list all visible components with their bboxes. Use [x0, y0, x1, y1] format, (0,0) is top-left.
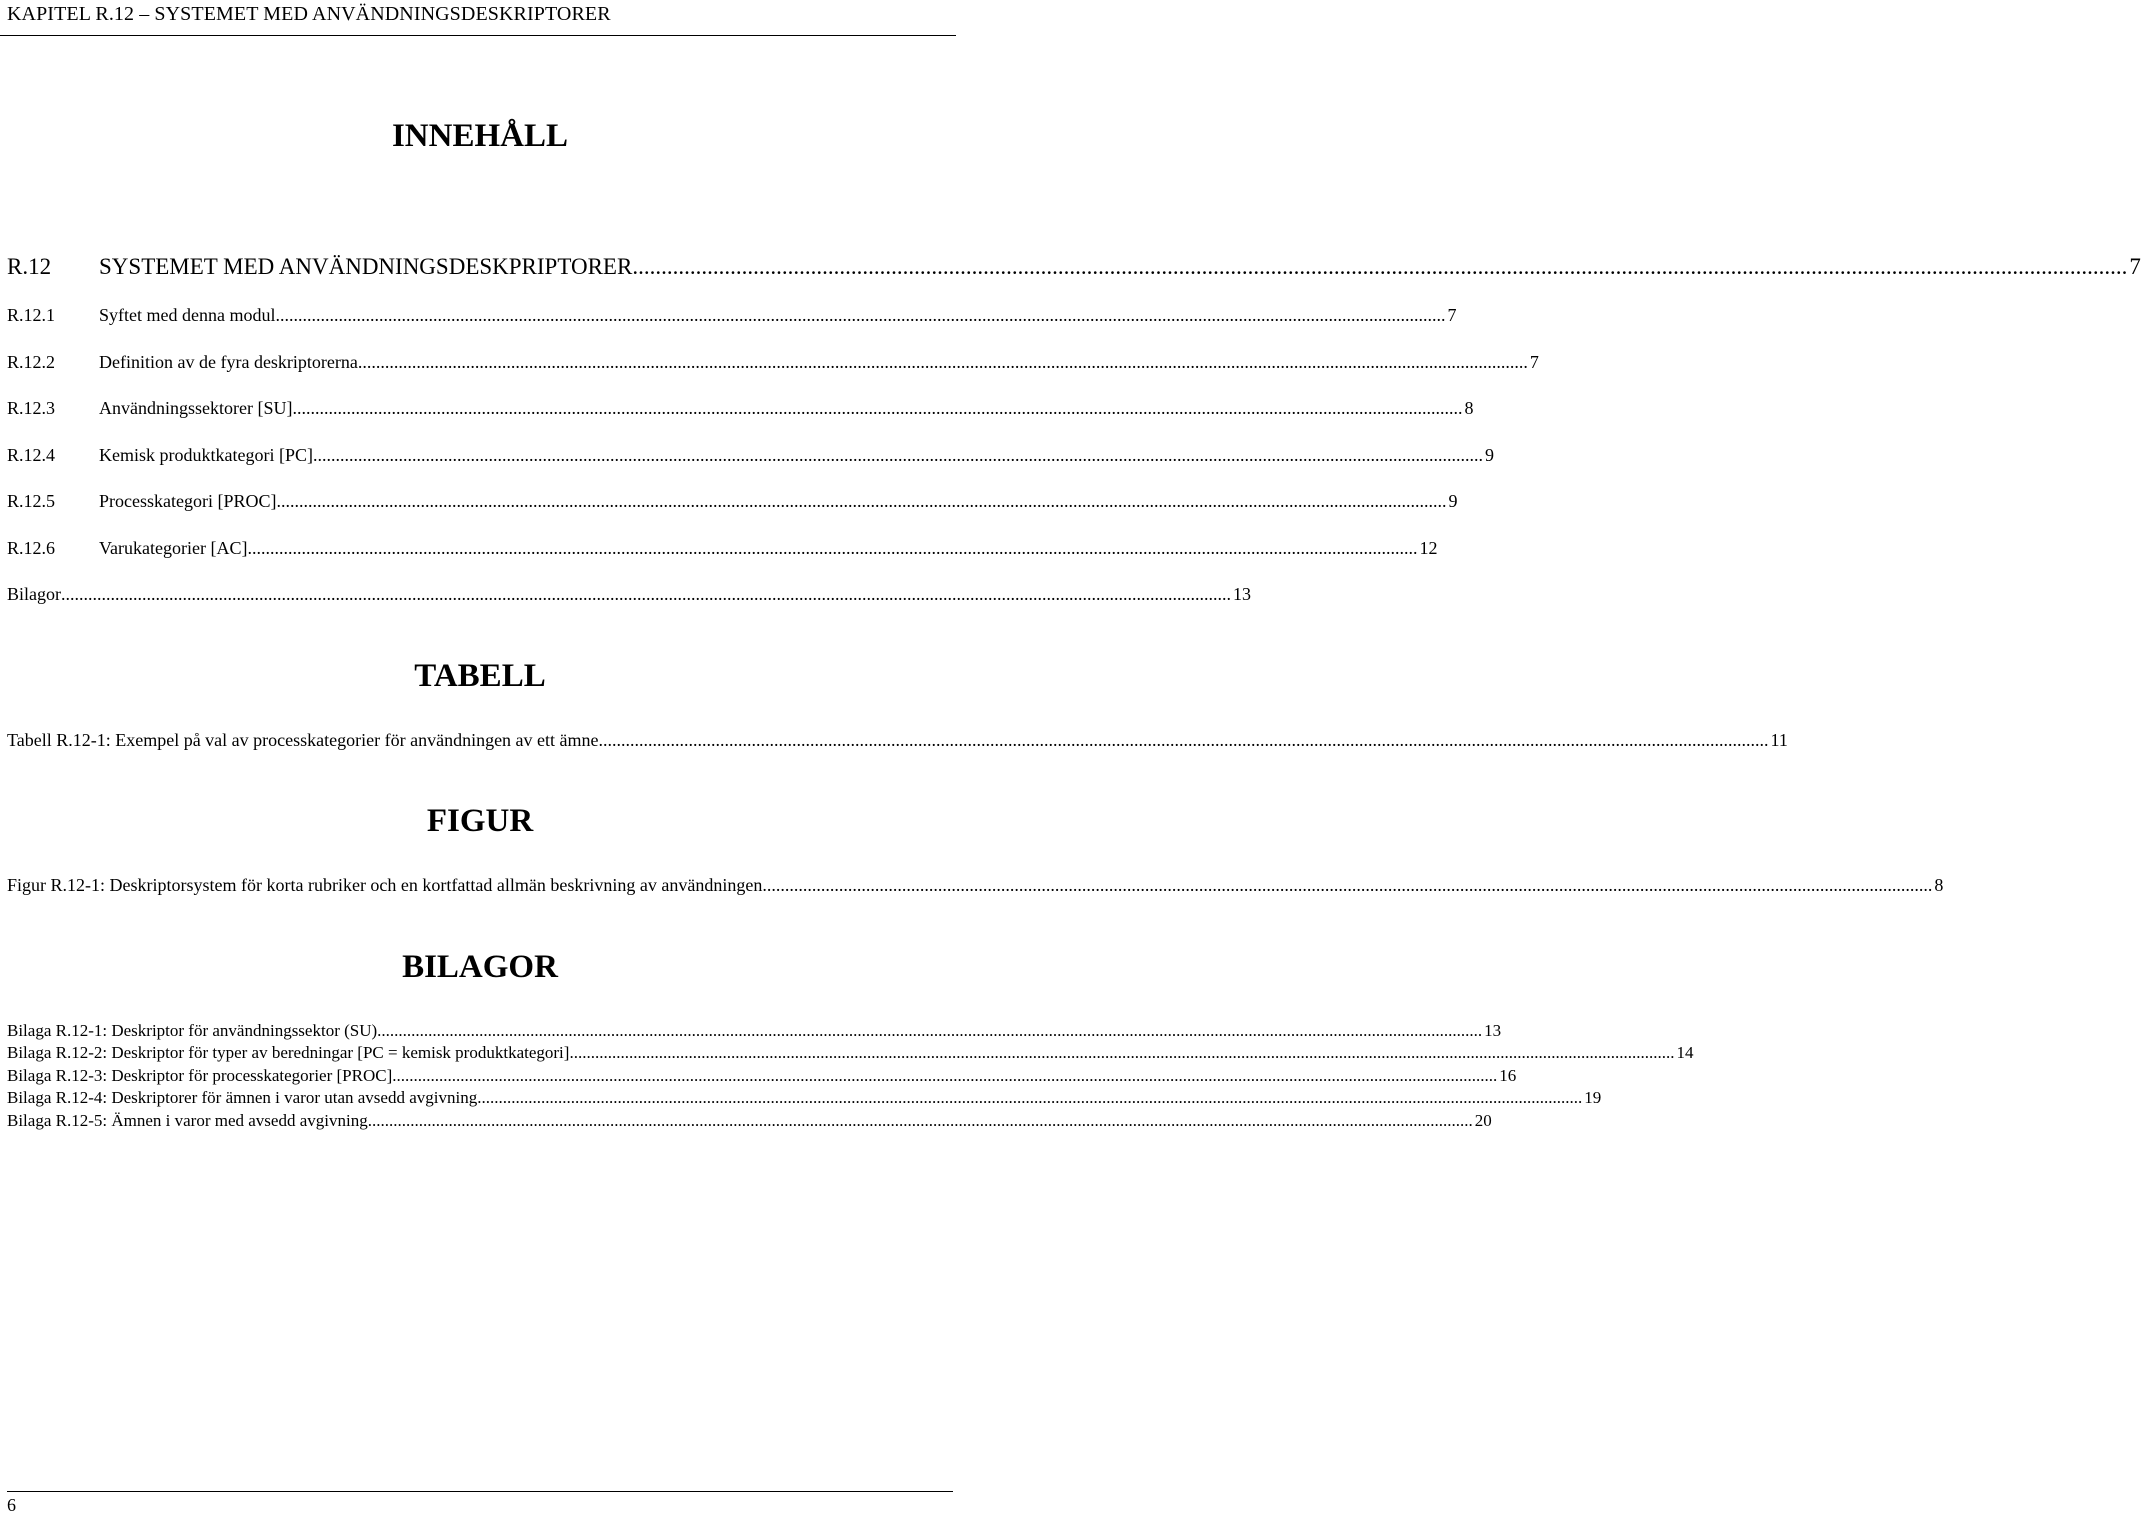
- table-entry-title: Tabell R.12-1: Exempel på val av processkategorier för användningen av ett ämne: [7, 730, 599, 750]
- toc-entry-number: R.12.1: [7, 305, 56, 325]
- toc-entry-number: R.12.5: [7, 491, 56, 511]
- appendix-list-entry[interactable]: [7, 1087, 1602, 1108]
- dot-leader: ....................................................................................................................................................................................................................................................................: [392, 1066, 1498, 1085]
- toc-entry[interactable]: [7, 253, 2141, 281]
- appendix-entry-page: 16: [1499, 1066, 1517, 1085]
- dot-leader: ....................................................................................................................................................................................................................................................................: [569, 1043, 1675, 1062]
- toc-entry-title: Kemisk produktkategori [PC]: [99, 445, 313, 465]
- toc-entry-number: R.12.4: [7, 445, 56, 465]
- dot-leader: ....................................................................................................................................................................................................................................................................: [357, 352, 1528, 372]
- table-entry-page: 11: [1770, 730, 1788, 750]
- toc-entry-page: 13: [1233, 584, 1251, 604]
- dot-leader: ....................................................................................................................................................................................................................................................................: [276, 491, 1447, 511]
- appendix-list-entry[interactable]: [7, 1020, 1502, 1041]
- toc-entry-title: Processkategori [PROC]: [99, 491, 277, 511]
- toc-entry-number: R.12: [7, 254, 52, 279]
- figure-entry-page: 8: [1934, 875, 1944, 895]
- appendix-entry-page: 14: [1676, 1043, 1694, 1062]
- dot-leader: ....................................................................................................................................................................................................................................................................: [367, 1111, 1473, 1130]
- appendix-entry-title: Bilaga R.12-4: Deskriptorer för ämnen i varor utan avsedd avgivning: [7, 1088, 478, 1107]
- toc-entry-page: 7: [2129, 254, 2141, 279]
- toc-entry-number: R.12.3: [7, 398, 56, 418]
- header-rule: [0, 35, 956, 36]
- appendix-entry-title: Bilaga R.12-3: Deskriptor för processkategorier [PROC]: [7, 1066, 393, 1085]
- dot-leader: ....................................................................................................................................................................................................................................................................: [377, 1021, 1483, 1040]
- dot-leader: ....................................................................................................................................................................................................................................................................: [762, 875, 1933, 895]
- page-number: 6: [7, 1495, 16, 1515]
- figure-entry-title: Figur R.12-1: Deskriptorsystem för korta rubriker och en kortfattad allmän beskrivning av användningen: [7, 875, 763, 895]
- toc-entry-number: R.12.6: [7, 538, 56, 558]
- dot-leader: ....................................................................................................................................................................................................................................................................: [312, 445, 1483, 465]
- dot-leader: ....................................................................................................................................................................................................................................................................: [598, 730, 1769, 750]
- appendix-list-entry[interactable]: [7, 1042, 1694, 1063]
- table-list-entry[interactable]: [7, 729, 1788, 751]
- toc-entry-page: 12: [1419, 538, 1438, 558]
- toc-entry-number: R.12.2: [7, 352, 56, 372]
- appendix-entry-title: Bilaga R.12-5: Ämnen i varor med avsedd avgivning: [7, 1111, 368, 1130]
- footer-rule: [7, 1491, 953, 1492]
- toc-entry[interactable]: [7, 583, 1251, 605]
- toc-entry[interactable]: [7, 304, 1457, 326]
- figure-list-entry[interactable]: [7, 874, 1944, 896]
- appendix-list-entry[interactable]: [7, 1065, 1517, 1086]
- toc-entry[interactable]: [7, 397, 1474, 419]
- dot-leader: ....................................................................................................................................................................................................................................................................: [477, 1088, 1583, 1107]
- appendices-heading: BILAGOR: [402, 949, 558, 985]
- toc-entry-page: 7: [1529, 352, 1539, 372]
- toc-entry-title: Varukategorier [AC]: [99, 538, 248, 558]
- toc-entry[interactable]: [7, 537, 1438, 559]
- running-header: KAPITEL R.12 – SYSTEMET MED ANVÄNDNINGSDESKRIPTORER: [7, 3, 611, 25]
- toc-entry-page: 8: [1464, 398, 1474, 418]
- toc-entry-title: Bilagor: [7, 584, 61, 604]
- appendix-entry-page: 19: [1584, 1088, 1602, 1107]
- dot-leader: ....................................................................................................................................................................................................................................................................: [292, 398, 1463, 418]
- toc-entry-title: Användningssektorer [SU]: [99, 398, 293, 418]
- toc-entry[interactable]: [7, 351, 1539, 373]
- dot-leader: ....................................................................................................................................................................................................................................................................: [61, 584, 1231, 604]
- toc-entry[interactable]: [7, 444, 1494, 466]
- toc-entry-title: SYSTEMET MED ANVÄNDNINGSDESKPRIPTORER: [99, 254, 633, 279]
- toc-entry-page: 7: [1447, 305, 1457, 325]
- tables-heading: TABELL: [414, 658, 546, 694]
- appendix-entry-page: 13: [1484, 1021, 1502, 1040]
- appendix-entry-title: Bilaga R.12-1: Deskriptor för användningssektor (SU): [7, 1021, 378, 1040]
- appendix-entry-title: Bilaga R.12-2: Deskriptor för typer av beredningar [PC = kemisk produktkategori]: [7, 1043, 570, 1062]
- appendix-list-entry[interactable]: [7, 1110, 1492, 1131]
- toc-entry-title: Syftet med denna modul: [99, 305, 276, 325]
- toc-entry-title: Definition av de fyra deskriptorerna: [99, 352, 358, 372]
- dot-leader: ....................................................................................................................................................................................................................................................................: [275, 305, 1446, 325]
- figures-heading: FIGUR: [426, 803, 534, 839]
- dot-leader: ....................................................................................................................................................................................................................................................................: [247, 538, 1418, 558]
- toc-entry-page: 9: [1448, 491, 1458, 511]
- dot-leader: ....................................................................................................................................................................................................................................................................: [632, 254, 2128, 279]
- toc-entry-page: 9: [1484, 445, 1494, 465]
- appendix-entry-page: 20: [1474, 1111, 1492, 1130]
- toc-entry[interactable]: [7, 490, 1458, 512]
- contents-heading: INNEHÅLL: [391, 118, 569, 154]
